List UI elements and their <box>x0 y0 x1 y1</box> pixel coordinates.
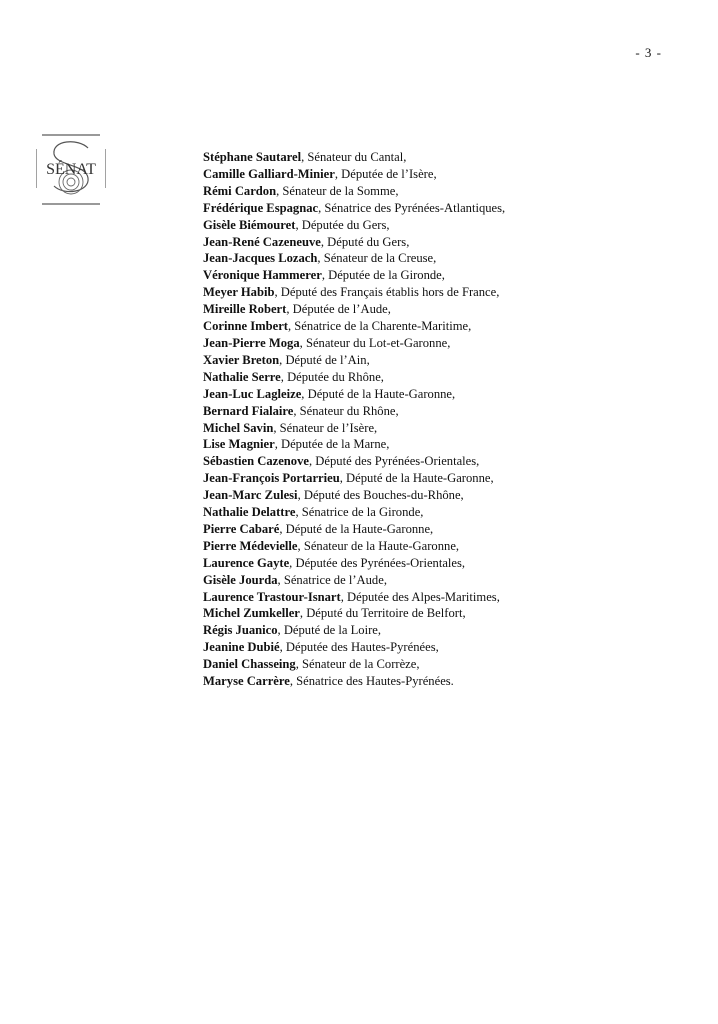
signatory-title: , Sénatrice de l’Aude, <box>277 572 387 587</box>
signatory-name: Meyer Habib <box>203 285 275 300</box>
signatory-title: , Député du Gers, <box>320 234 410 249</box>
signatory-title: , Député des Français établis hors de France, <box>274 285 500 300</box>
signatory-item <box>203 656 505 673</box>
signatory-title: , Sénateur du Cantal, <box>301 150 407 164</box>
signatory-item <box>203 504 505 521</box>
signatory-name: Jean-Marc Zulesi <box>203 488 298 503</box>
signatory-title: , Sénatrice des Hautes-Pyrénées. <box>289 674 454 689</box>
signatory-name: Camille Galliard-Minier <box>203 166 335 181</box>
signatory-name: Gisèle Biémouret <box>203 217 296 232</box>
signatory-name: Laurence Gayte <box>203 555 290 570</box>
signatory-item <box>203 166 505 183</box>
signatory-item <box>203 605 505 622</box>
signatory-title: , Députée de l’Aude, <box>286 302 391 317</box>
signatory-item <box>203 301 505 318</box>
signatory-title: , Députée du Rhône, <box>280 369 384 384</box>
signatory-name: Jeanine Dubié <box>203 640 280 655</box>
signatory-item <box>203 183 505 200</box>
signatory-name: Michel Savin <box>203 420 274 435</box>
signatory-title: , Député des Bouches-du-Rhône, <box>297 488 464 503</box>
page-number: - 3 - <box>635 45 662 60</box>
signatory-title: , Députée des Alpes-Maritimes, <box>340 589 500 604</box>
signatory-name: Stéphane Sautarel <box>203 150 302 164</box>
signatory-title: , Sénateur de la Haute-Garonne, <box>297 538 460 553</box>
signatory-name: Rémi Cardon <box>203 183 277 198</box>
signatory-name: Nathalie Serre <box>203 369 281 384</box>
signatory-name: Frédérique Espagnac <box>203 200 319 215</box>
signatory-item <box>203 352 505 369</box>
signatory-item <box>203 673 505 690</box>
senat-logo <box>36 132 106 207</box>
signatory-item <box>203 369 505 386</box>
signatory-name: Jean-François Portarrieu <box>203 471 340 486</box>
signatory-title: , Députée des Pyrénées-Orientales, <box>289 555 466 570</box>
signatory-item <box>203 250 505 267</box>
signatory-item <box>203 555 505 572</box>
signatory-title: , Sénatrice de la Charente-Maritime, <box>288 319 472 334</box>
senat-logo-icon <box>36 132 106 207</box>
signatory-name: Régis Juanico <box>203 623 278 638</box>
signatory-name: Jean-Luc Lagleize <box>203 386 302 401</box>
signatory-title: , Député de la Haute-Garonne, <box>301 386 456 401</box>
signatory-title: , Députée de la Marne, <box>274 437 390 452</box>
signatory-name: Corinne Imbert <box>203 319 288 334</box>
signatory-title: , Député de la Haute-Garonne, <box>279 521 434 536</box>
signatory-item <box>203 200 505 217</box>
senat-logo-text: SÉNAT <box>46 161 96 178</box>
signatory-name: Gisèle Jourda <box>203 572 278 587</box>
signatory-title: , Députée de la Gironde, <box>321 268 445 283</box>
signatory-title: , Député de la Loire, <box>277 623 382 638</box>
signatory-name: Mireille Robert <box>203 302 287 317</box>
signatory-item <box>203 470 505 487</box>
signatory-item <box>203 420 505 437</box>
signatory-title: , Députée des Hautes-Pyrénées, <box>279 640 439 655</box>
signatory-item <box>203 538 505 555</box>
signatory-name: Sébastien Cazenove <box>203 454 309 469</box>
signatory-title: , Député de l’Ain, <box>279 352 370 367</box>
signatory-title: , Députée du Gers, <box>295 217 390 232</box>
signatory-item <box>203 267 505 284</box>
signatory-title: , Député de la Haute-Garonne, <box>339 471 494 486</box>
signatory-item <box>203 572 505 589</box>
signatories-list <box>203 149 505 690</box>
signatory-name: Jean-Pierre Moga <box>203 335 300 350</box>
signatory-title: , Sénateur de la Creuse, <box>317 251 437 266</box>
signatory-item <box>203 284 505 301</box>
signatory-title: , Sénatrice des Pyrénées-Atlantiques, <box>318 200 506 215</box>
signatory-item <box>203 335 505 352</box>
signatory-name: Pierre Médevielle <box>203 538 298 553</box>
signatory-title: , Sénateur de la Corrèze, <box>295 657 420 672</box>
signatory-name: Pierre Cabaré <box>203 521 280 536</box>
signatory-item <box>203 217 505 234</box>
signatory-item <box>203 622 505 639</box>
signatory-title: , Sénateur de l’Isère, <box>273 420 378 435</box>
signatory-name: Daniel Chasseing <box>203 657 296 672</box>
signatory-title: , Sénatrice de la Gironde, <box>295 505 424 520</box>
signatory-name: Maryse Carrère <box>203 674 290 689</box>
signatory-title: , Sénateur de la Somme, <box>276 183 399 198</box>
signatory-item <box>203 149 505 166</box>
signatory-name: Véronique Hammerer <box>203 268 322 283</box>
signatory-title: , Député des Pyrénées-Orientales, <box>309 454 480 469</box>
signatory-item <box>203 436 505 453</box>
signatory-name: Laurence Trastour-Isnart <box>203 589 341 604</box>
signatory-item <box>203 453 505 470</box>
signatory-item <box>203 487 505 504</box>
signatory-title: , Députée de l’Isère, <box>334 166 437 181</box>
signatory-item <box>203 589 505 606</box>
signatory-name: Nathalie Delattre <box>203 505 296 520</box>
signatory-title: , Sénateur du Rhône, <box>293 403 399 418</box>
signatory-item <box>203 639 505 656</box>
signatory-name: Xavier Breton <box>203 352 280 367</box>
signatory-item <box>203 318 505 335</box>
signatory-item <box>203 234 505 251</box>
signatory-item <box>203 403 505 420</box>
signatory-name: Jean-René Cazeneuve <box>203 234 321 249</box>
signatory-name: Jean-Jacques Lozach <box>203 251 318 266</box>
signatory-name: Bernard Fialaire <box>203 403 294 418</box>
signatory-item <box>203 521 505 538</box>
signatory-name: Lise Magnier <box>203 437 275 452</box>
signatory-title: , Sénateur du Lot-et-Garonne, <box>299 335 451 350</box>
signatory-item <box>203 386 505 403</box>
signatory-name: Michel Zumkeller <box>203 606 300 621</box>
signatory-title: , Député du Territoire de Belfort, <box>299 606 466 621</box>
